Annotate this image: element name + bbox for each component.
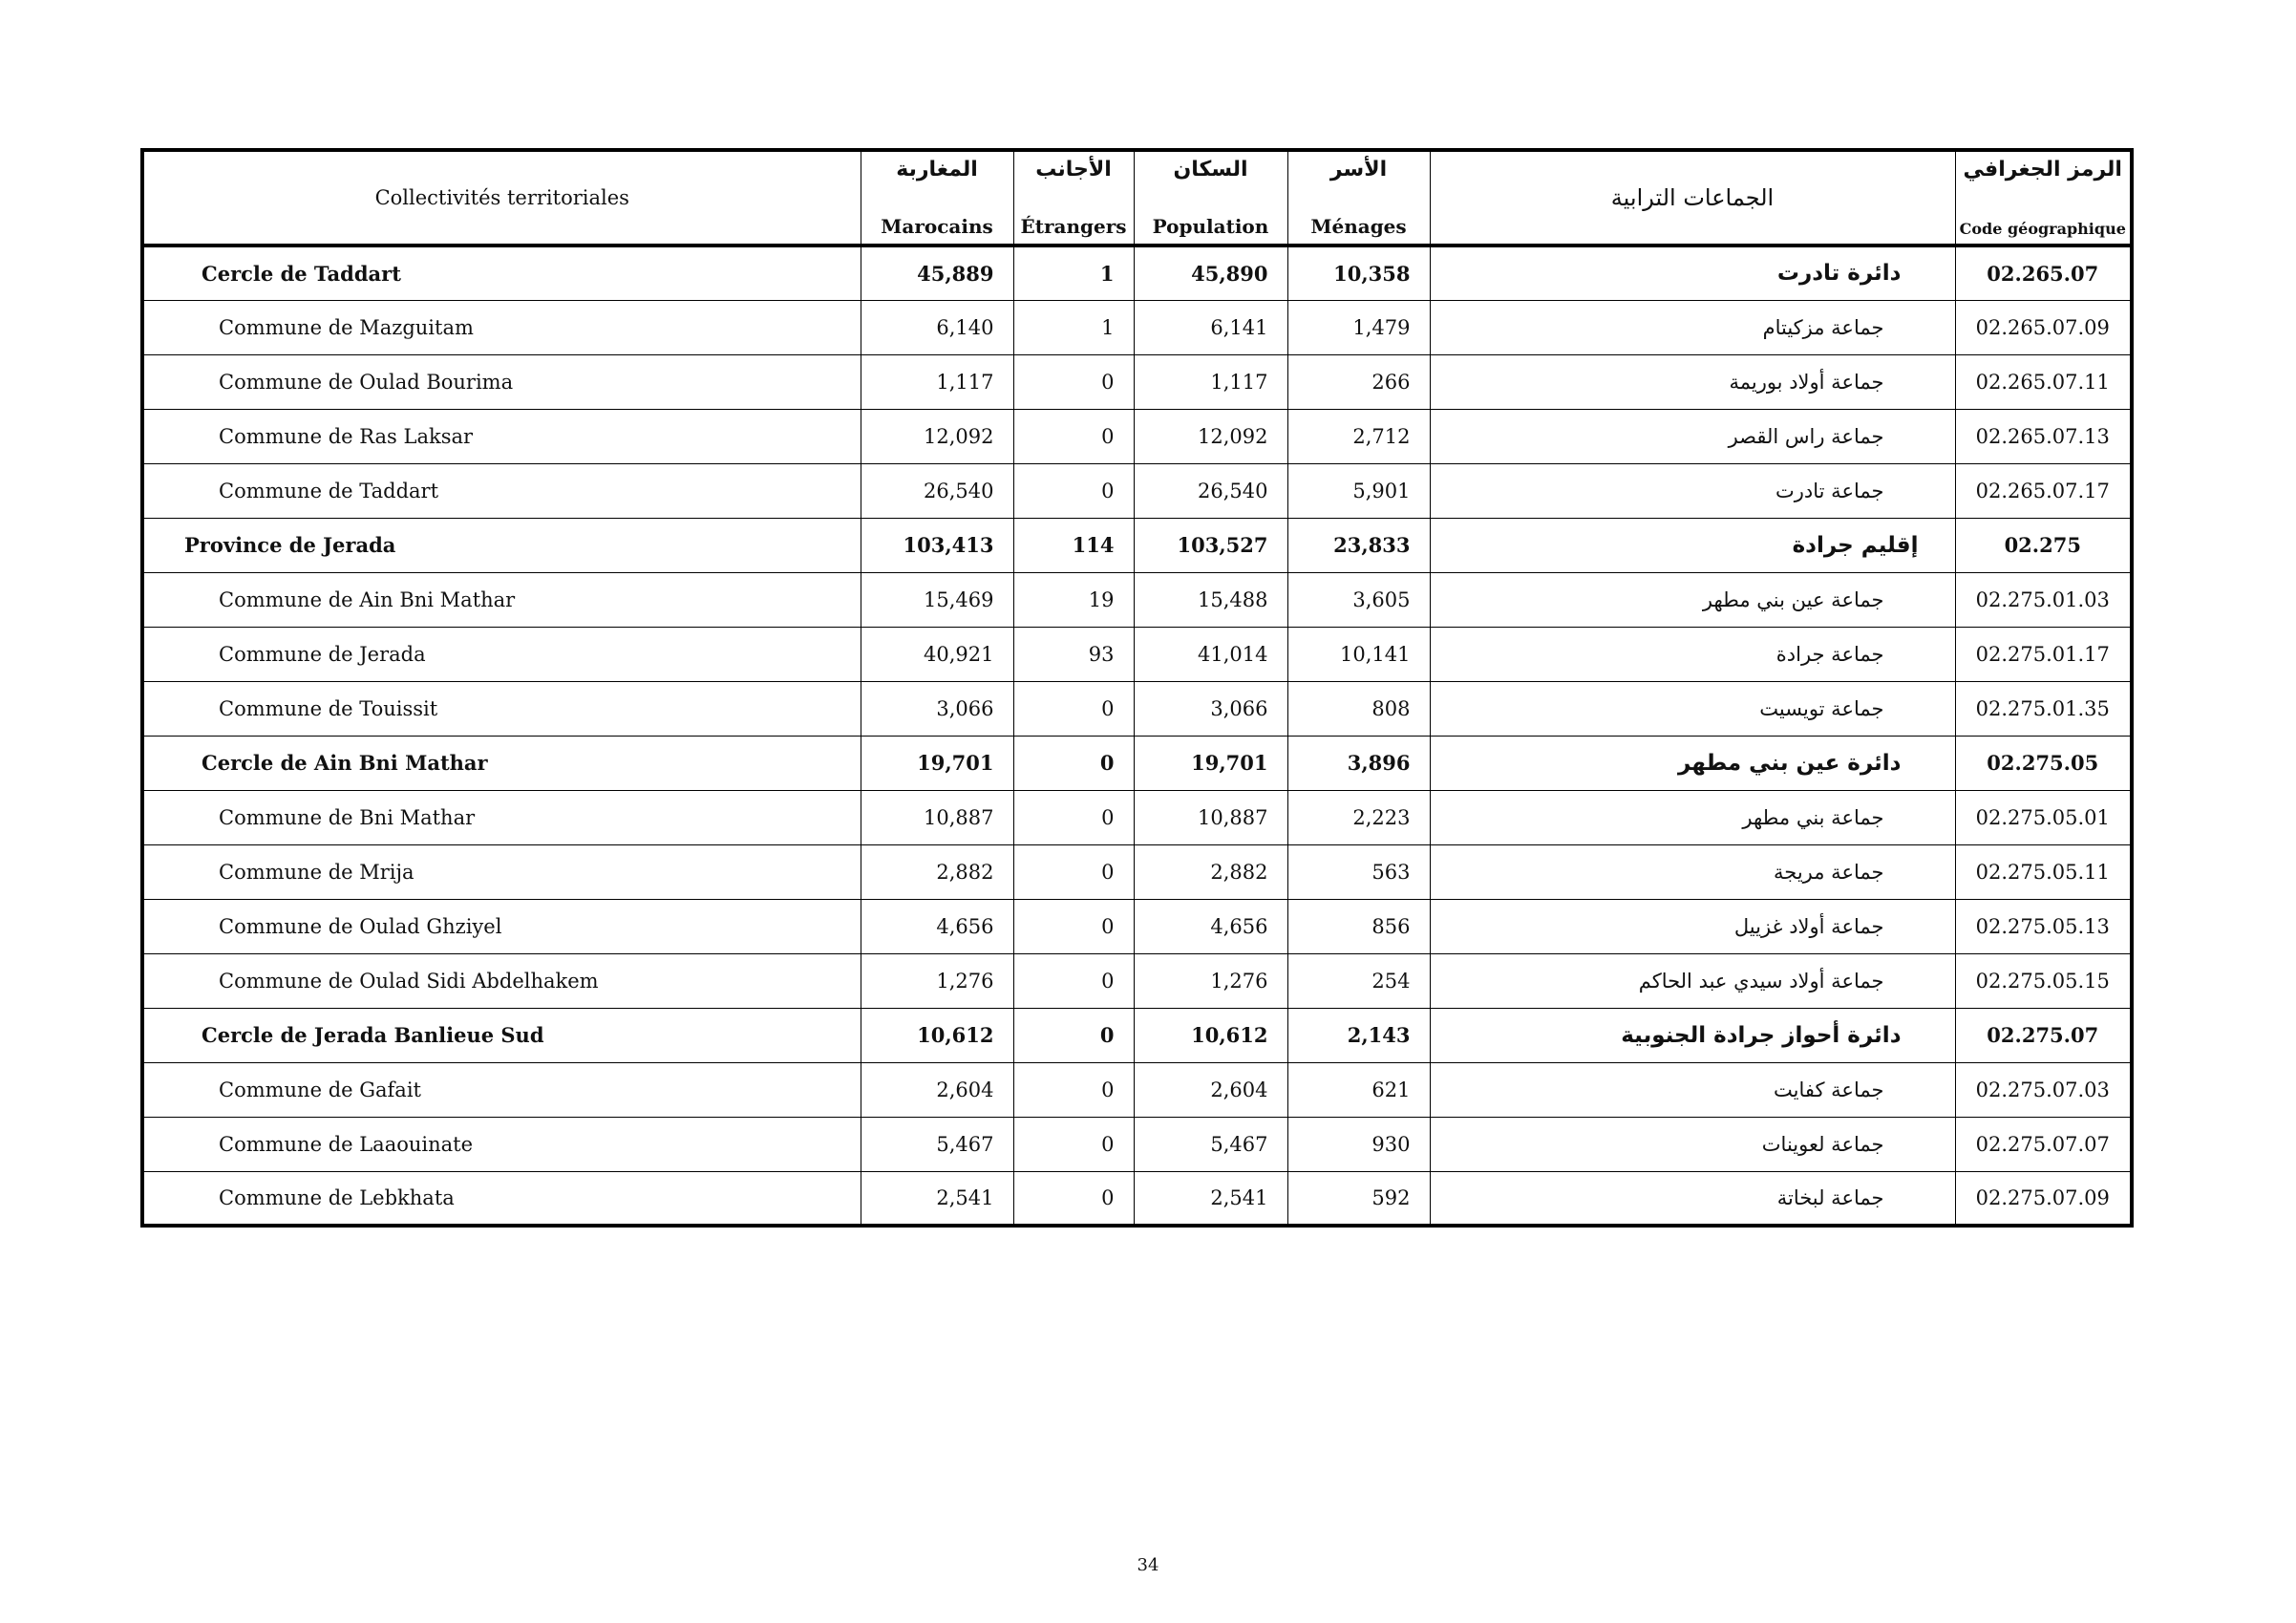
- cell-etrangers: 0: [1013, 844, 1134, 899]
- cell-name-ar: إقليم جرادة: [1430, 518, 1955, 572]
- cell-etrangers: 0: [1013, 736, 1134, 790]
- cell-name-fr: Commune de Bni Mathar: [142, 790, 861, 844]
- cell-name-fr: Commune de Ain Bni Mathar: [142, 572, 861, 627]
- header-menages-fr: Ménages: [1310, 215, 1407, 238]
- table-row-commune: [142, 572, 2132, 627]
- cell-marocains: 103,413: [861, 518, 1013, 572]
- cell-population: 4,656: [1134, 899, 1287, 953]
- cell-name-ar: جماعة أولاد غزييل: [1430, 899, 1955, 953]
- cell-marocains: 26,540: [861, 463, 1013, 518]
- cell-etrangers: 0: [1013, 899, 1134, 953]
- cell-code: 02.265.07.17: [1955, 463, 2132, 518]
- table-row-commune: [142, 409, 2132, 463]
- table-row-commune: [142, 354, 2132, 409]
- cell-name-fr: Province de Jerada: [142, 518, 861, 572]
- cell-etrangers: 0: [1013, 953, 1134, 1008]
- header-etrangers-fr: Étrangers: [1020, 215, 1127, 238]
- table-row-cercle: [142, 736, 2132, 790]
- header-population-fr: Population: [1152, 215, 1269, 238]
- cell-population: 12,092: [1134, 409, 1287, 463]
- cell-etrangers: 1: [1013, 246, 1134, 300]
- cell-name-fr: Commune de Oulad Ghziyel: [142, 899, 861, 953]
- cell-code: 02.265.07.13: [1955, 409, 2132, 463]
- cell-etrangers: 0: [1013, 1062, 1134, 1117]
- cell-marocains: 19,701: [861, 736, 1013, 790]
- header-code: [1955, 150, 2132, 246]
- cell-population: 41,014: [1134, 627, 1287, 681]
- cell-code: 02.275.07.03: [1955, 1062, 2132, 1117]
- cell-marocains: 10,612: [861, 1008, 1013, 1062]
- cell-etrangers: 19: [1013, 572, 1134, 627]
- cell-name-ar: جماعة مزكيتام: [1430, 300, 1955, 354]
- cell-marocains: 45,889: [861, 246, 1013, 300]
- cell-name-fr: Commune de Oulad Sidi Abdelhakem: [142, 953, 861, 1008]
- cell-name-ar: جماعة أولاد بوريمة: [1430, 354, 1955, 409]
- cell-population: 26,540: [1134, 463, 1287, 518]
- cell-marocains: 6,140: [861, 300, 1013, 354]
- cell-name-ar: جماعة راس القصر: [1430, 409, 1955, 463]
- cell-population: 2,882: [1134, 844, 1287, 899]
- cell-name-fr: Commune de Touissit: [142, 681, 861, 736]
- cell-name-ar: جماعة تادرت: [1430, 463, 1955, 518]
- cell-population: 10,887: [1134, 790, 1287, 844]
- header-marocains-fr: Marocains: [881, 215, 993, 238]
- header-etrangers-ar: الأجانب: [1035, 158, 1112, 182]
- cell-marocains: 3,066: [861, 681, 1013, 736]
- header-menages: [1287, 150, 1430, 246]
- cell-menages: 563: [1287, 844, 1430, 899]
- header-etrangers: [1013, 150, 1134, 246]
- header-menages-ar: الأسر: [1329, 158, 1388, 182]
- cell-marocains: 4,656: [861, 899, 1013, 953]
- cell-population: 3,066: [1134, 681, 1287, 736]
- table-row-commune: [142, 1117, 2132, 1171]
- cell-marocains: 2,541: [861, 1171, 1013, 1226]
- cell-name-fr: Commune de Gafait: [142, 1062, 861, 1117]
- cell-etrangers: 114: [1013, 518, 1134, 572]
- census-table: [140, 148, 2134, 1228]
- cell-code: 02.275.07.09: [1955, 1171, 2132, 1226]
- cell-etrangers: 0: [1013, 1117, 1134, 1171]
- cell-name-fr: Commune de Laaouinate: [142, 1117, 861, 1171]
- header-population: [1134, 150, 1287, 246]
- cell-code: 02.275.01.35: [1955, 681, 2132, 736]
- cell-menages: 621: [1287, 1062, 1430, 1117]
- cell-marocains: 40,921: [861, 627, 1013, 681]
- cell-code: 02.275.01.17: [1955, 627, 2132, 681]
- header-collectivites-fr: Collectivités territoriales: [142, 150, 861, 246]
- cell-menages: 3,896: [1287, 736, 1430, 790]
- cell-name-ar: دائرة أحواز جرادة الجنوبية: [1430, 1008, 1955, 1062]
- cell-marocains: 15,469: [861, 572, 1013, 627]
- cell-name-ar: جماعة أولاد سيدي عبد الحاكم: [1430, 953, 1955, 1008]
- header-marocains: [861, 150, 1013, 246]
- cell-population: 103,527: [1134, 518, 1287, 572]
- cell-marocains: 1,276: [861, 953, 1013, 1008]
- cell-name-ar: دائرة تادرت: [1430, 246, 1955, 300]
- cell-name-fr: Commune de Mrija: [142, 844, 861, 899]
- page-number: 34: [1137, 1555, 1159, 1575]
- cell-menages: 2,143: [1287, 1008, 1430, 1062]
- cell-name-fr: Cercle de Ain Bni Mathar: [142, 736, 861, 790]
- cell-marocains: 10,887: [861, 790, 1013, 844]
- cell-menages: 10,141: [1287, 627, 1430, 681]
- table-row-commune: [142, 899, 2132, 953]
- cell-population: 19,701: [1134, 736, 1287, 790]
- cell-code: 02.275.07: [1955, 1008, 2132, 1062]
- table-row-commune: [142, 844, 2132, 899]
- cell-etrangers: 0: [1013, 1008, 1134, 1062]
- cell-name-ar: جماعة مريجة: [1430, 844, 1955, 899]
- cell-name-fr: Commune de Mazguitam: [142, 300, 861, 354]
- cell-marocains: 12,092: [861, 409, 1013, 463]
- cell-menages: 3,605: [1287, 572, 1430, 627]
- cell-etrangers: 0: [1013, 409, 1134, 463]
- table-row-commune: [142, 627, 2132, 681]
- cell-population: 2,541: [1134, 1171, 1287, 1226]
- cell-marocains: 2,882: [861, 844, 1013, 899]
- cell-etrangers: 93: [1013, 627, 1134, 681]
- cell-code: 02.275.05.15: [1955, 953, 2132, 1008]
- cell-population: 1,117: [1134, 354, 1287, 409]
- cell-menages: 23,833: [1287, 518, 1430, 572]
- table-row-cercle: [142, 246, 2132, 300]
- cell-etrangers: 1: [1013, 300, 1134, 354]
- header-code-fr: Code géographique: [1959, 220, 2126, 238]
- cell-etrangers: 0: [1013, 681, 1134, 736]
- cell-etrangers: 0: [1013, 354, 1134, 409]
- cell-name-ar: جماعة بني مطهر: [1430, 790, 1955, 844]
- cell-marocains: 2,604: [861, 1062, 1013, 1117]
- cell-name-fr: Commune de Ras Laksar: [142, 409, 861, 463]
- table-row-commune: [142, 1171, 2132, 1226]
- cell-menages: 856: [1287, 899, 1430, 953]
- cell-name-ar: جماعة لبخاتة: [1430, 1171, 1955, 1226]
- cell-menages: 5,901: [1287, 463, 1430, 518]
- cell-name-fr: Commune de Taddart: [142, 463, 861, 518]
- cell-menages: 266: [1287, 354, 1430, 409]
- cell-name-ar: جماعة تويسيت: [1430, 681, 1955, 736]
- cell-name-ar: جماعة عين بني مطهر: [1430, 572, 1955, 627]
- table-row-commune: [142, 953, 2132, 1008]
- cell-name-fr: Cercle de Jerada Banlieue Sud: [142, 1008, 861, 1062]
- cell-name-ar: جماعة جرادة: [1430, 627, 1955, 681]
- cell-code: 02.275.07.07: [1955, 1117, 2132, 1171]
- table-row-commune: [142, 790, 2132, 844]
- table-row-commune: [142, 681, 2132, 736]
- cell-marocains: 5,467: [861, 1117, 1013, 1171]
- cell-code: 02.275.05.01: [1955, 790, 2132, 844]
- cell-population: 5,467: [1134, 1117, 1287, 1171]
- header-code-ar: الرمز الجغرافي: [1963, 158, 2122, 182]
- cell-population: 45,890: [1134, 246, 1287, 300]
- cell-name-fr: Commune de Oulad Bourima: [142, 354, 861, 409]
- cell-marocains: 1,117: [861, 354, 1013, 409]
- cell-menages: 1,479: [1287, 300, 1430, 354]
- cell-menages: 592: [1287, 1171, 1430, 1226]
- table-row-commune: [142, 1062, 2132, 1117]
- cell-menages: 2,712: [1287, 409, 1430, 463]
- table-row-commune: [142, 463, 2132, 518]
- cell-code: 02.265.07.11: [1955, 354, 2132, 409]
- cell-population: 10,612: [1134, 1008, 1287, 1062]
- cell-code: 02.275.05: [1955, 736, 2132, 790]
- cell-code: 02.275.05.13: [1955, 899, 2132, 953]
- cell-name-fr: Commune de Jerada: [142, 627, 861, 681]
- cell-code: 02.265.07.09: [1955, 300, 2132, 354]
- cell-code: 02.275.01.03: [1955, 572, 2132, 627]
- cell-name-ar: جماعة لعوينات: [1430, 1117, 1955, 1171]
- cell-menages: 930: [1287, 1117, 1430, 1171]
- cell-code: 02.275: [1955, 518, 2132, 572]
- cell-menages: 10,358: [1287, 246, 1430, 300]
- cell-etrangers: 0: [1013, 1171, 1134, 1226]
- cell-name-ar: جماعة كفايت: [1430, 1062, 1955, 1117]
- cell-etrangers: 0: [1013, 790, 1134, 844]
- cell-population: 15,488: [1134, 572, 1287, 627]
- cell-population: 2,604: [1134, 1062, 1287, 1117]
- header-marocains-ar: المغاربة: [896, 158, 978, 182]
- table-header-row: [142, 150, 2132, 246]
- table-row-cercle: [142, 1008, 2132, 1062]
- cell-menages: 808: [1287, 681, 1430, 736]
- header-population-ar: السكان: [1173, 158, 1248, 182]
- table-row-province: [142, 518, 2132, 572]
- cell-etrangers: 0: [1013, 463, 1134, 518]
- cell-name-ar: دائرة عين بني مطهر: [1430, 736, 1955, 790]
- table-row-commune: [142, 300, 2132, 354]
- cell-name-fr: Commune de Lebkhata: [142, 1171, 861, 1226]
- cell-menages: 254: [1287, 953, 1430, 1008]
- header-collectivites-ar: الجماعات الترابية: [1430, 150, 1955, 246]
- cell-population: 6,141: [1134, 300, 1287, 354]
- table-body: [142, 246, 2132, 1226]
- cell-code: 02.275.05.11: [1955, 844, 2132, 899]
- cell-menages: 2,223: [1287, 790, 1430, 844]
- cell-population: 1,276: [1134, 953, 1287, 1008]
- cell-code: 02.265.07: [1955, 246, 2132, 300]
- cell-name-fr: Cercle de Taddart: [142, 246, 861, 300]
